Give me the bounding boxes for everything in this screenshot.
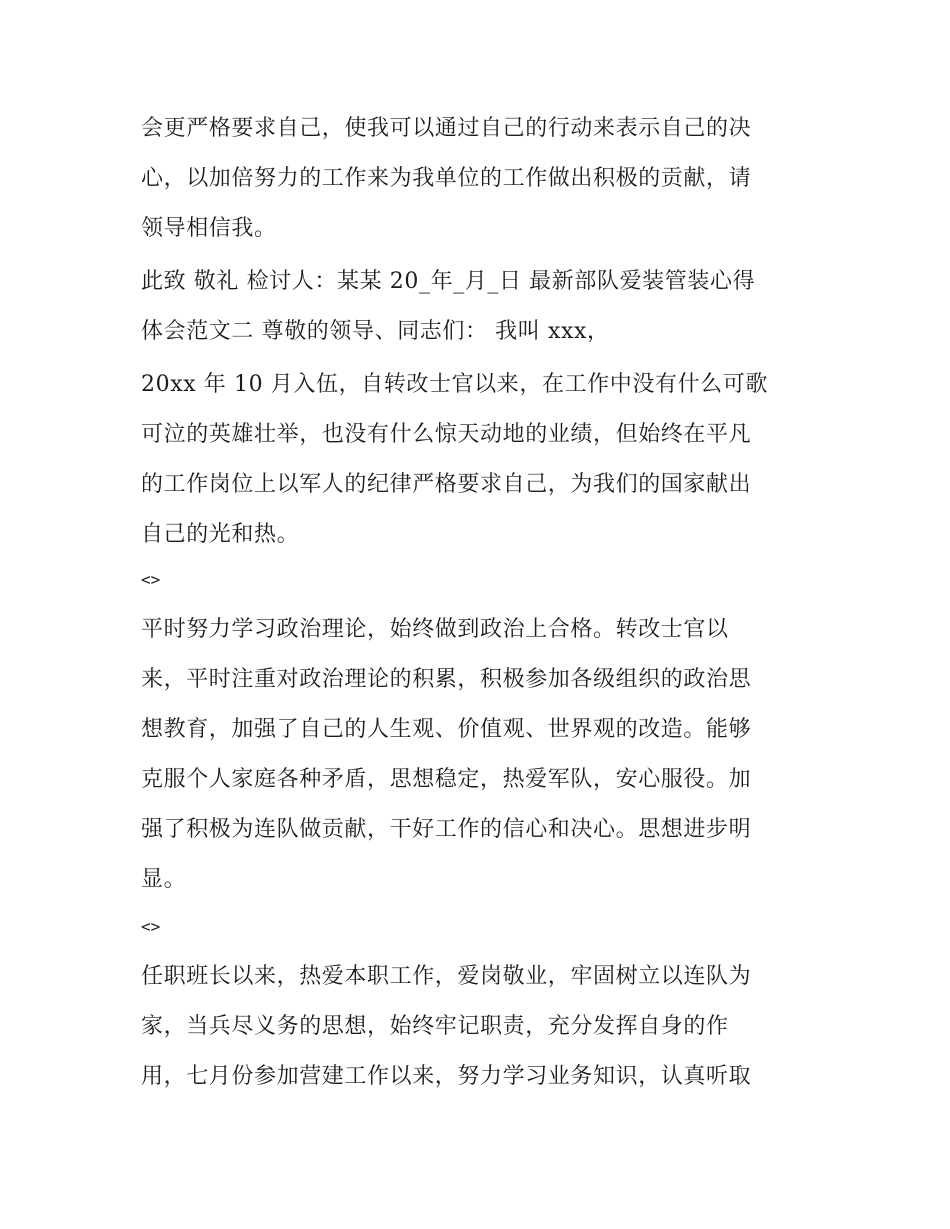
text-line: 20xx 年 10 月入伍，自转改士官以来，在工作中没有什么可歌	[141, 372, 768, 397]
text-line: 的工作岗位上以军人的纪律严格要求自己，为我们的国家献出	[141, 472, 752, 497]
text-line: 用，七月份参加营建工作以来，努力学习业务知识，认真听取	[141, 1064, 752, 1089]
text-line: 任职班长以来，热爱本职工作，爱岗敬业，牢固树立以连队为	[141, 964, 752, 989]
text-line: 心，以加倍努力的工作来为我单位的工作做出积极的贡献，请	[141, 166, 752, 191]
separator-marker: <>	[141, 570, 161, 589]
text-line: 显。	[141, 867, 187, 892]
text-line: 家，当兵尽义务的思想，始终牢记职责，充分发挥自身的作	[141, 1014, 729, 1039]
text-line: 可泣的英雄壮举，也没有什么惊天动地的业绩，但始终在平凡	[141, 422, 752, 447]
text-line: 想教育，加强了自己的人生观、价值观、世界观的改造。能够	[141, 717, 752, 742]
text-line: 领导相信我。	[141, 216, 277, 241]
text-line: 克服个人家庭各种矛盾，思想稳定，热爱军队，安心服役。加	[141, 767, 752, 792]
text-line: 体会范文二 尊敬的领导、同志们： 我叫 xxx，	[141, 319, 610, 344]
text-line: 会更严格要求自己，使我可以通过自己的行动来表示自己的决	[141, 116, 752, 141]
text-line: 来，平时注重对政治理论的积累，积极参加各级组织的政治思	[141, 667, 752, 692]
text-line: 平时努力学习政治理论，始终做到政治上合格。转改士官以	[141, 617, 729, 642]
text-line: 此致 敬礼 检讨人：某某 20_年_月_日 最新部队爱装管装心得	[141, 269, 756, 294]
text-line: 强了积极为连队做贡献，干好工作的信心和决心。思想进步明	[141, 817, 752, 842]
separator-marker: <>	[141, 917, 161, 936]
text-line: 自己的光和热。	[141, 522, 300, 547]
